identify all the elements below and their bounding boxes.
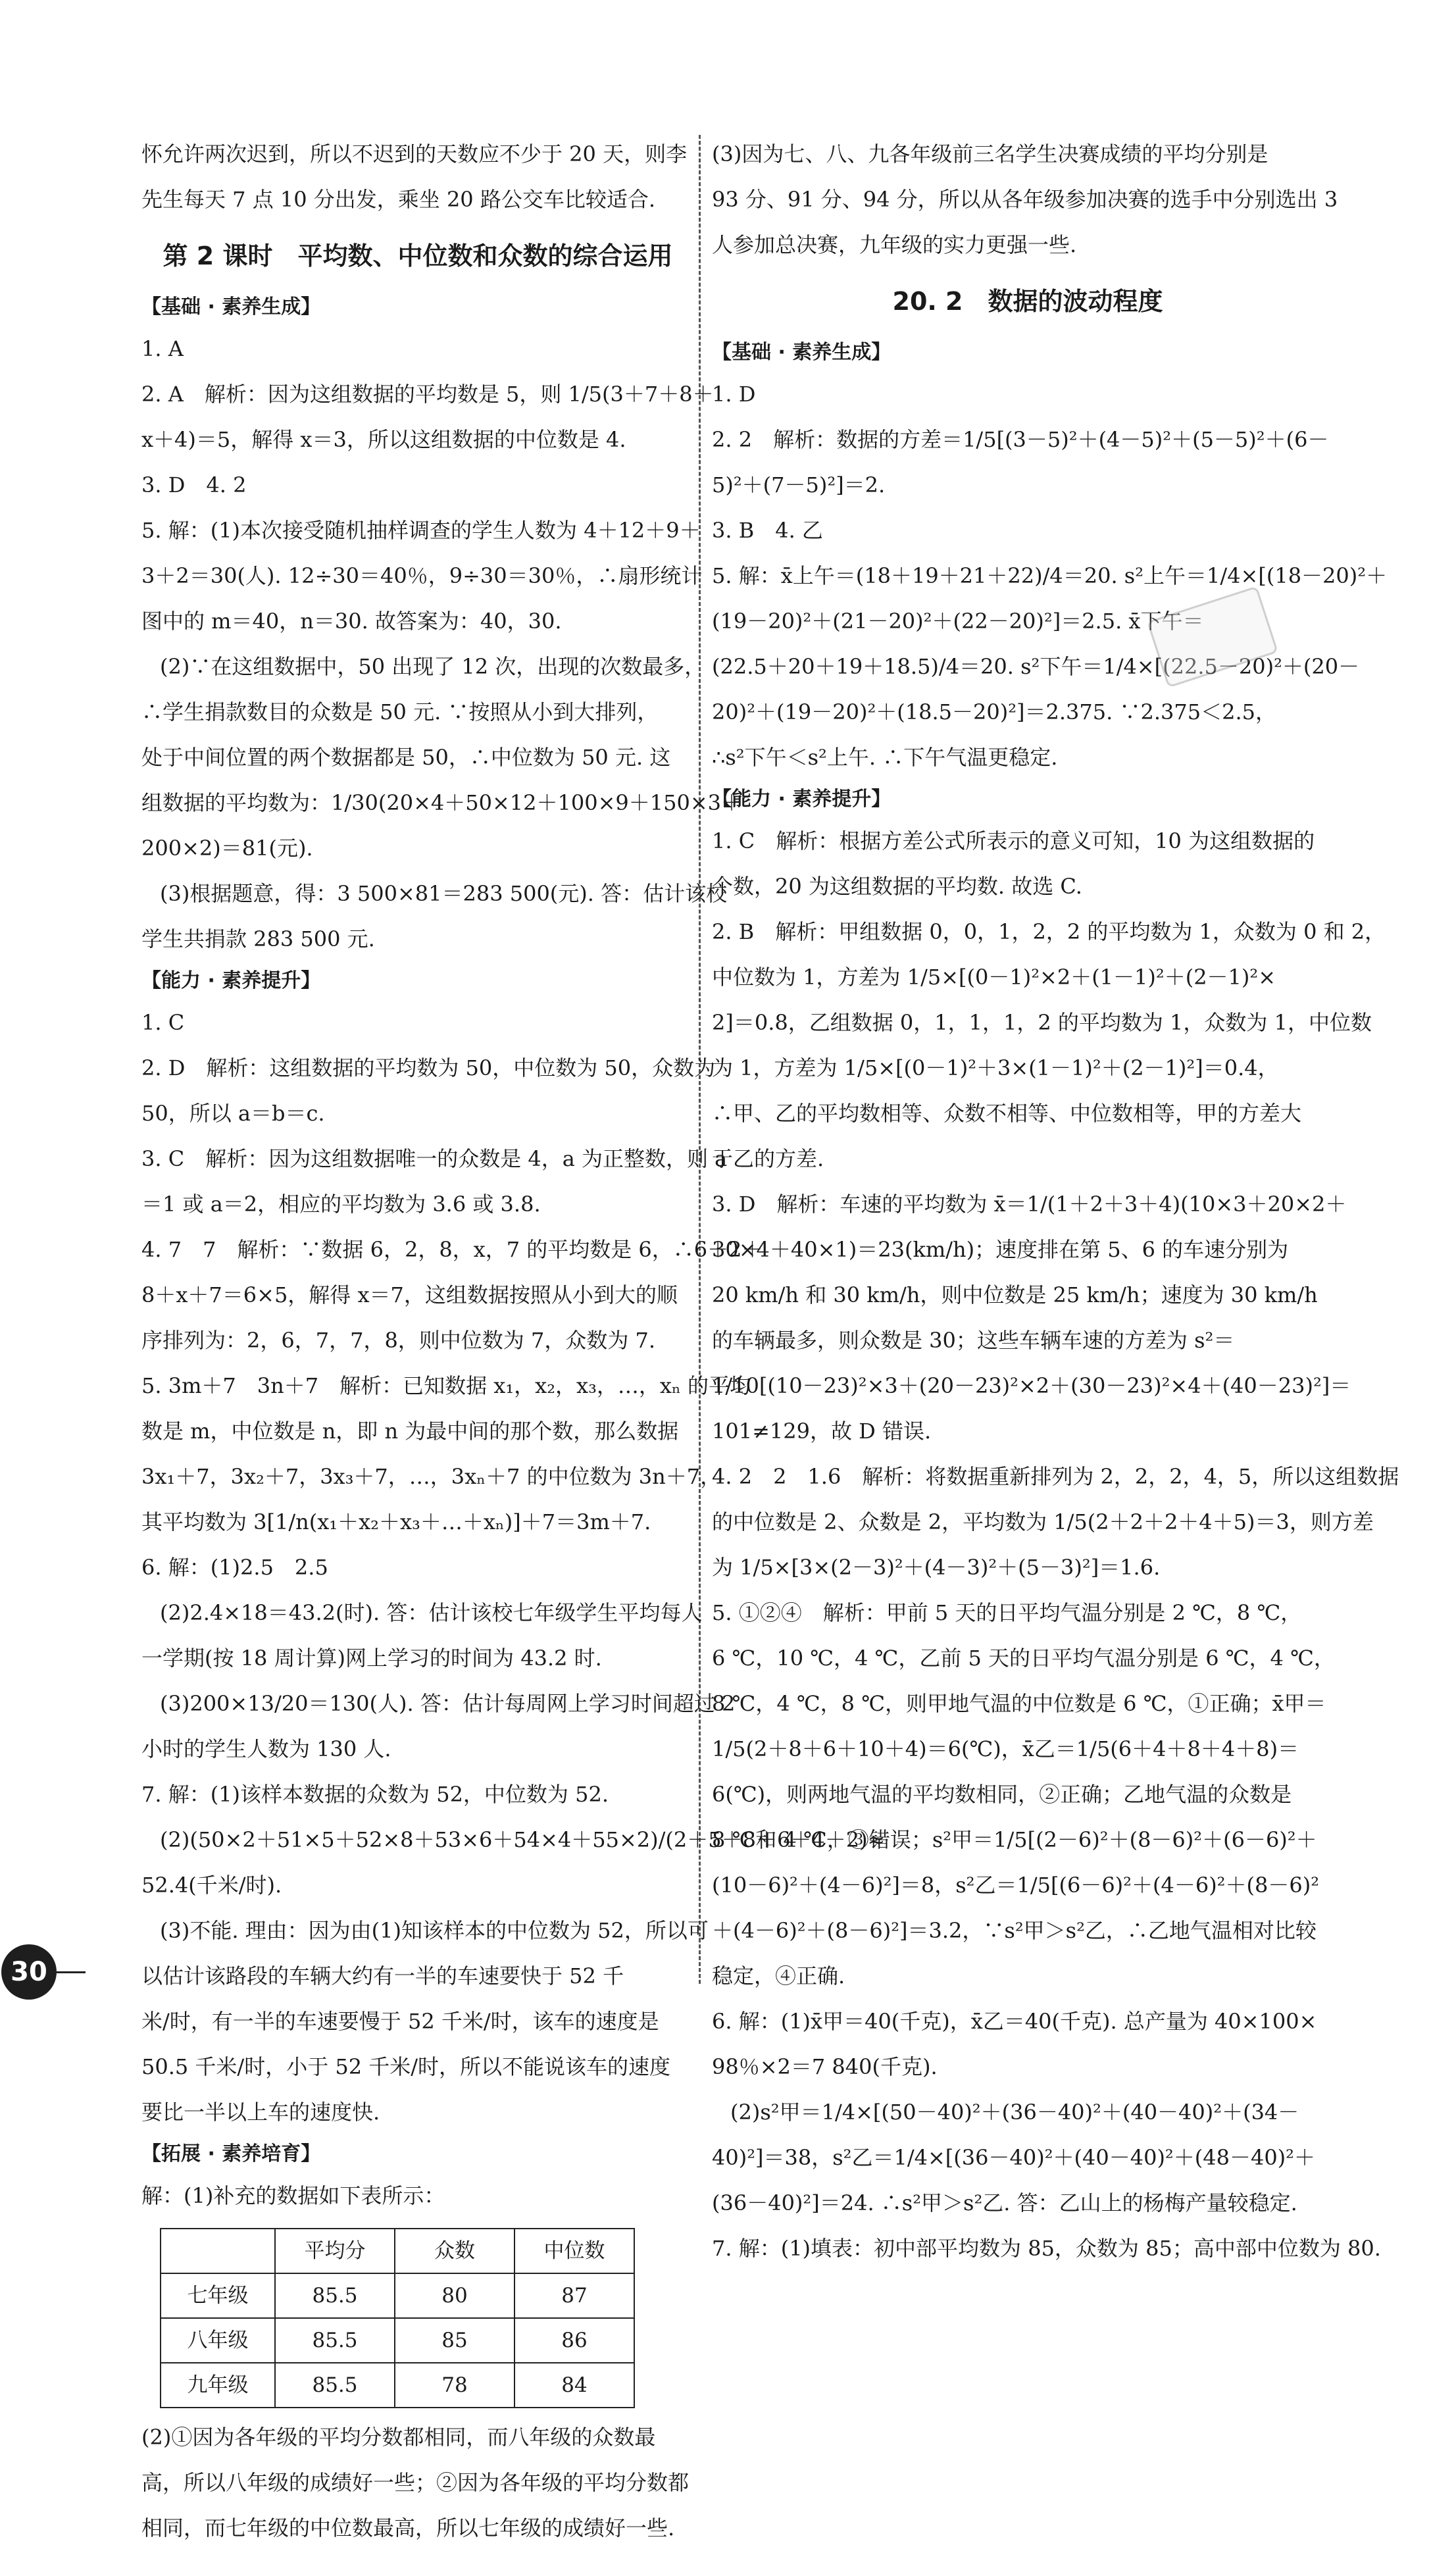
answer-line: 相同，而七年级的中位数最高，所以七年级的成绩好一些. <box>141 2515 675 2540</box>
answer-line: 为 1/5×[3×(2－3)²＋(4－3)²＋(5－3)²]＝1.6. <box>712 1555 1161 1580</box>
table-row <box>161 2318 634 2363</box>
answer-line: 5. ①②④ 解析：甲前 5 天的日平均气温分别是 2 ℃，8 ℃， <box>712 1600 1302 1625</box>
table-cell: 七年级 <box>161 2273 275 2318</box>
answer-line: (2)∵在这组数据中，50 出现了 12 次，出现的次数最多， <box>160 654 706 679</box>
section-heading-ability: 【能力 · 素养提升】 <box>712 788 891 811</box>
answer-line: 3. D 4. 2 <box>141 472 247 497</box>
answer-line: 8＋x＋7＝6×5，解得 x＝7，这组数据按照从小到大的顺 <box>141 1282 678 1307</box>
answer-line: 数是 m，中位数是 n，即 n 为最中间的那个数，那么数据 <box>141 1419 679 1444</box>
answer-line: 为 1，方差为 1/5×[(0－1)²＋3×(1－1)²＋(2－1)²]＝0.4， <box>712 1055 1279 1080</box>
answer-line: 中位数为 1，方差为 1/5×[(0－1)²×2＋(1－1)²＋(2－1)²× <box>712 965 1276 990</box>
answer-line: 2. B 解析：甲组数据 0，0，1，2，2 的平均数为 1，众数为 0 和 2， <box>712 919 1386 944</box>
text-line: 93 分、91 分、94 分，所以从各年级参加决赛的选手中分别选出 3 <box>712 187 1338 212</box>
answer-line: 6. 解：(1)x̄甲＝40(千克)，x̄乙＝40(千克). 总产量为 40×100× <box>712 2009 1317 2034</box>
answer-line: 序排列为：2，6，7，7，8，则中位数为 7，众数为 7. <box>141 1328 656 1353</box>
answer-line: 一学期(按 18 周计算)网上学习的时间为 43.2 时. <box>141 1646 602 1671</box>
answer-line: (2)①因为各年级的平均分数都相同，而八年级的众数最 <box>141 2425 656 2450</box>
answer-line: 20)²＋(19－20)²＋(18.5－20)²]＝2.375. ∵2.375＜2.5， <box>712 699 1276 724</box>
answer-line: 3. D 解析：车速的平均数为 x̄＝1/(1＋2＋3＋4)(10×3＋20×2＋ <box>712 1192 1347 1217</box>
page-number-rule <box>57 1971 86 1973</box>
text-line: (3)因为七、八、九各年级前三名学生决赛成绩的平均分别是 <box>712 141 1268 166</box>
left-intro <box>141 132 694 222</box>
answer-line: 个数，20 为这组数据的平均数. 故选 C. <box>712 874 1082 899</box>
table-header-cell <box>161 2229 275 2273</box>
answer-line: (3)根据题意，得：3 500×81＝283 500(元). 答：估计该校 <box>160 881 728 906</box>
answer-line: 1. C <box>141 1010 185 1035</box>
answer-line: 图中的 m＝40，n＝30. 故答案为：40，30. <box>141 609 562 634</box>
answer-line: 40)²]＝38，s²乙＝1/4×[(36－40)²＋(40－40)²＋(48－40)²＋ <box>712 2145 1315 2170</box>
answer-line: 4. 2 2 1.6 解析：将数据重新排列为 2，2，2，4，5，所以这组数据 <box>712 1464 1399 1489</box>
table-cell: 86 <box>515 2318 634 2363</box>
answer-line: ∴学生捐款数目的众数是 50 元. ∵按照从小到大排列， <box>141 699 659 724</box>
answer-line: 5. 3m＋7 3n＋7 解析：已知数据 x₁，x₂，x₃，…，xₙ 的平均 <box>141 1373 751 1398</box>
table-header-cell: 众数 <box>395 2229 515 2273</box>
answer-line: 101≠129，故 D 错误. <box>712 1419 932 1444</box>
answer-line: 3＋2＝30(人). 12÷30＝40％，9÷30＝30％，∴扇形统计 <box>141 563 703 588</box>
table-cell: 85 <box>395 2318 515 2363</box>
answer-line: 50，所以 a＝b＝c. <box>141 1101 325 1126</box>
table-cell: 84 <box>515 2363 634 2408</box>
answer-line: 的车辆最多，则众数是 30；这些车辆车速的方差为 s²＝ <box>712 1328 1235 1353</box>
answer-line: 米/时，有一半的车速要慢于 52 千米/时，该车的速度是 <box>141 2009 659 2034</box>
answer-line: 以估计该路段的车辆大约有一半的车速要快于 52 千 <box>141 1963 624 1988</box>
answer-line: 8 ℃，4 ℃，8 ℃，则甲地气温的中位数是 6 ℃，①正确；x̄甲＝ <box>712 1691 1326 1716</box>
section-heading-basic: 【基础 · 素养生成】 <box>712 341 891 364</box>
answer-line: 5. 解：(1)本次接受随机抽样调查的学生人数为 4＋12＋9＋ <box>141 518 701 543</box>
answer-line: 5. 解：x̄上午＝(18＋19＋21＋22)/4＝20. s²上午＝1/4×[(18－20)²＋ <box>712 563 1388 588</box>
ability-answers <box>712 819 1399 2271</box>
answer-line: 6(℃)，则两地气温的平均数相同，②正确；乙地气温的众数是 <box>712 1782 1292 1807</box>
answer-line: 3. B 4. 乙 <box>712 518 823 543</box>
answer-line: 98％×2＝7 840(千克). <box>712 2054 938 2079</box>
answer-line: 处于中间位置的两个数据都是 50，∴中位数为 50 元. 这 <box>141 745 671 770</box>
answer-line: (3)200×13/20＝130(人). 答：估计每周网上学习时间超过 2 <box>160 1691 736 1716</box>
answer-line: 2. D 解析：这组数据的平均数为 50，中位数为 50，众数为 <box>141 1055 716 1080</box>
answer-line: (2)s²甲＝1/4×[(50－40)²＋(36－40)²＋(40－40)²＋(34－ <box>730 2100 1299 2125</box>
answer-line: 8 ℃和 4 ℃，③错误；s²甲＝1/5[(2－6)²＋(8－6)²＋(6－6)²＋ <box>712 1827 1317 1852</box>
answer-line: (36－40)²]＝24. ∴s²甲＞s²乙. 答：乙山上的杨梅产量较稳定. <box>712 2190 1297 2215</box>
table-row <box>161 2363 634 2408</box>
answer-line: 30×4＋40×1)＝23(km/h)；速度排在第 5、6 的车速分别为 <box>712 1237 1289 1262</box>
answer-line: 5)²＋(7－5)²]＝2. <box>712 472 886 497</box>
answer-line: (3)不能. 理由：因为由(1)知该样本的中位数为 52，所以可 <box>160 1918 709 1943</box>
answer-line: 高，所以八年级的成绩好一些；②因为各年级的平均分数都 <box>141 2470 690 2495</box>
table-cell: 九年级 <box>161 2363 275 2408</box>
section-heading-extend: 【拓展 · 素养培育】 <box>141 2142 321 2165</box>
table-cell: 80 <box>395 2273 515 2318</box>
answer-line: 6 ℃，10 ℃，4 ℃，乙前 5 天的日平均气温分别是 6 ℃，4 ℃， <box>712 1646 1335 1671</box>
table-cell: 87 <box>515 2273 634 2318</box>
answer-line: ∴s²下午＜s²上午. ∴下午气温更稳定. <box>712 745 1058 770</box>
answer-line: 稳定，④正确. <box>712 1963 845 1988</box>
right-intro <box>712 132 1343 268</box>
answer-line: 的中位数是 2、众数是 2，平均数为 1/5(2＋2＋2＋4＋5)＝3，则方差 <box>712 1509 1374 1534</box>
table-cell: 八年级 <box>161 2318 275 2363</box>
answer-line: ∴甲、乙的平均数相等、众数不相等、中位数相等，甲的方差大 <box>712 1101 1302 1126</box>
answer-line: (10－6)²＋(4－6)²]＝8，s²乙＝1/5[(6－6)²＋(4－6)²＋(8－6)² <box>712 1873 1320 1898</box>
section-heading-ability: 【能力 · 素养提升】 <box>141 969 321 992</box>
answer-line: 解：(1)补充的数据如下表所示： <box>141 2183 445 2208</box>
answer-line: 50.5 千米/时，小于 52 千米/时，所以不能说该车的速度 <box>141 2054 671 2079</box>
answer-line: 2. 2 解析：数据的方差＝1/5[(3－5)²＋(4－5)²＋(5－5)²＋(6－ <box>712 427 1329 452</box>
after-table-answers <box>141 2415 694 2551</box>
lesson-title: 第 2 课时 平均数、中位数和众数的综合运用 <box>163 241 673 270</box>
table-cell: 85.5 <box>275 2363 395 2408</box>
section-heading-basic: 【基础 · 素养生成】 <box>141 295 321 318</box>
answer-line: ＝1 或 a＝2，相应的平均数为 3.6 或 3.8. <box>141 1192 541 1217</box>
answer-line: 3. C 解析：因为这组数据唯一的众数是 4，a 为正整数，则 a <box>141 1146 728 1171</box>
table-header-cell: 中位数 <box>515 2229 634 2273</box>
section-title: 20. 2 数据的波动程度 <box>892 287 1163 316</box>
answer-line: 学生共捐款 283 500 元. <box>141 926 375 951</box>
answer-line: 20 km/h 和 30 km/h，则中位数是 25 km/h；速度为 30 km/h <box>712 1282 1318 1307</box>
table-row <box>161 2273 634 2318</box>
answer-line: 于乙的方差. <box>712 1146 824 1171</box>
table-cell: 78 <box>395 2363 515 2408</box>
answer-line: 6. 解：(1)2.5 2.5 <box>141 1555 328 1580</box>
answer-line: 2]＝0.8，乙组数据 0，1，1，1，2 的平均数为 1，众数为 1，中位数 <box>712 1010 1372 1035</box>
page-number-badge: 30 <box>1 1944 57 2000</box>
table-cell: 85.5 <box>275 2273 395 2318</box>
answer-line: x＋4)＝5，解得 x＝3，所以这组数据的中位数是 4. <box>141 427 626 452</box>
text-line: 怀允许两次迟到，所以不迟到的天数应不少于 20 天，则李 <box>141 141 688 166</box>
answer-line: ＋(4－6)²＋(8－6)²]＝3.2，∵s²甲＞s²乙，∴乙地气温相对比较 <box>712 1918 1317 1943</box>
answer-line: 7. 解：(1)该样本数据的众数为 52，中位数为 52. <box>141 1782 609 1807</box>
answer-line: (22.5＋20＋19＋18.5)/4＝20. s²下午＝1/4×[(22.5－20)²＋(20－ <box>712 654 1360 679</box>
answer-line: 1. C 解析：根据方差公式所表示的意义可知，10 为这组数据的 <box>712 828 1315 853</box>
answer-line: (2)(50×2＋51×5＋52×8＋53×6＋54×4＋55×2)/(2＋5＋8＋6＋4＋2)≈ <box>160 1827 886 1852</box>
answer-line: 1. D <box>712 382 756 407</box>
grade-score-table <box>160 2228 635 2408</box>
text-line: 人参加总决赛，九年级的实力更强一些. <box>712 232 1077 257</box>
right-column <box>712 132 1399 2271</box>
answer-line: 小时的学生人数为 130 人. <box>141 1736 391 1761</box>
table-cell: 85.5 <box>275 2318 395 2363</box>
table-header-row <box>161 2229 634 2273</box>
answer-line: 1/10[(10－23)²×3＋(20－23)²×2＋(30－23)²×4＋(40－23)²]＝ <box>712 1373 1351 1398</box>
answer-line: 组数据的平均数为：1/30(20×4＋50×12＋100×9＋150×3＋ <box>141 790 742 815</box>
answer-line: 200×2)＝81(元). <box>141 836 313 861</box>
answer-line: (19－20)²＋(21－20)²＋(22－20)²]＝2.5. x̄下午＝ <box>712 609 1204 634</box>
answer-line: 3x₁＋7，3x₂＋7，3x₃＋7，…，3xₙ＋7 的中位数为 3n＋7， <box>141 1464 722 1489</box>
answer-line: 7. 解：(1)填表：初中部平均数为 85，众数为 85；高中部中位数为 80. <box>712 2236 1381 2261</box>
basic-answers <box>712 372 1388 780</box>
table-header-cell: 平均分 <box>275 2229 395 2273</box>
answer-line: 4. 7 7 解析：∵数据 6，2，8，x，7 的平均数是 6，∴6＋2＋ <box>141 1237 763 1262</box>
answer-line: 1. A <box>141 336 184 361</box>
answer-line: 2. A 解析：因为这组数据的平均数是 5，则 1/5(3＋7＋8＋ <box>141 382 714 407</box>
answer-line: 要比一半以上车的速度快. <box>141 2100 380 2125</box>
answer-line: (2)2.4×18＝43.2(时). 答：估计该校七年级学生平均每人 <box>160 1600 703 1625</box>
answer-line: 1/5(2＋8＋6＋10＋4)＝6(℃)，x̄乙＝1/5(6＋4＋8＋4＋8)＝ <box>712 1736 1299 1761</box>
answer-line: 其平均数为 3[1/n(x₁＋x₂＋x₃＋…＋xₙ)]＋7＝3m＋7. <box>141 1509 651 1534</box>
text-line: 先生每天 7 点 10 分出发，乘坐 20 路公交车比较适合. <box>141 187 656 212</box>
answer-line: 52.4(千米/时). <box>141 1873 282 1898</box>
